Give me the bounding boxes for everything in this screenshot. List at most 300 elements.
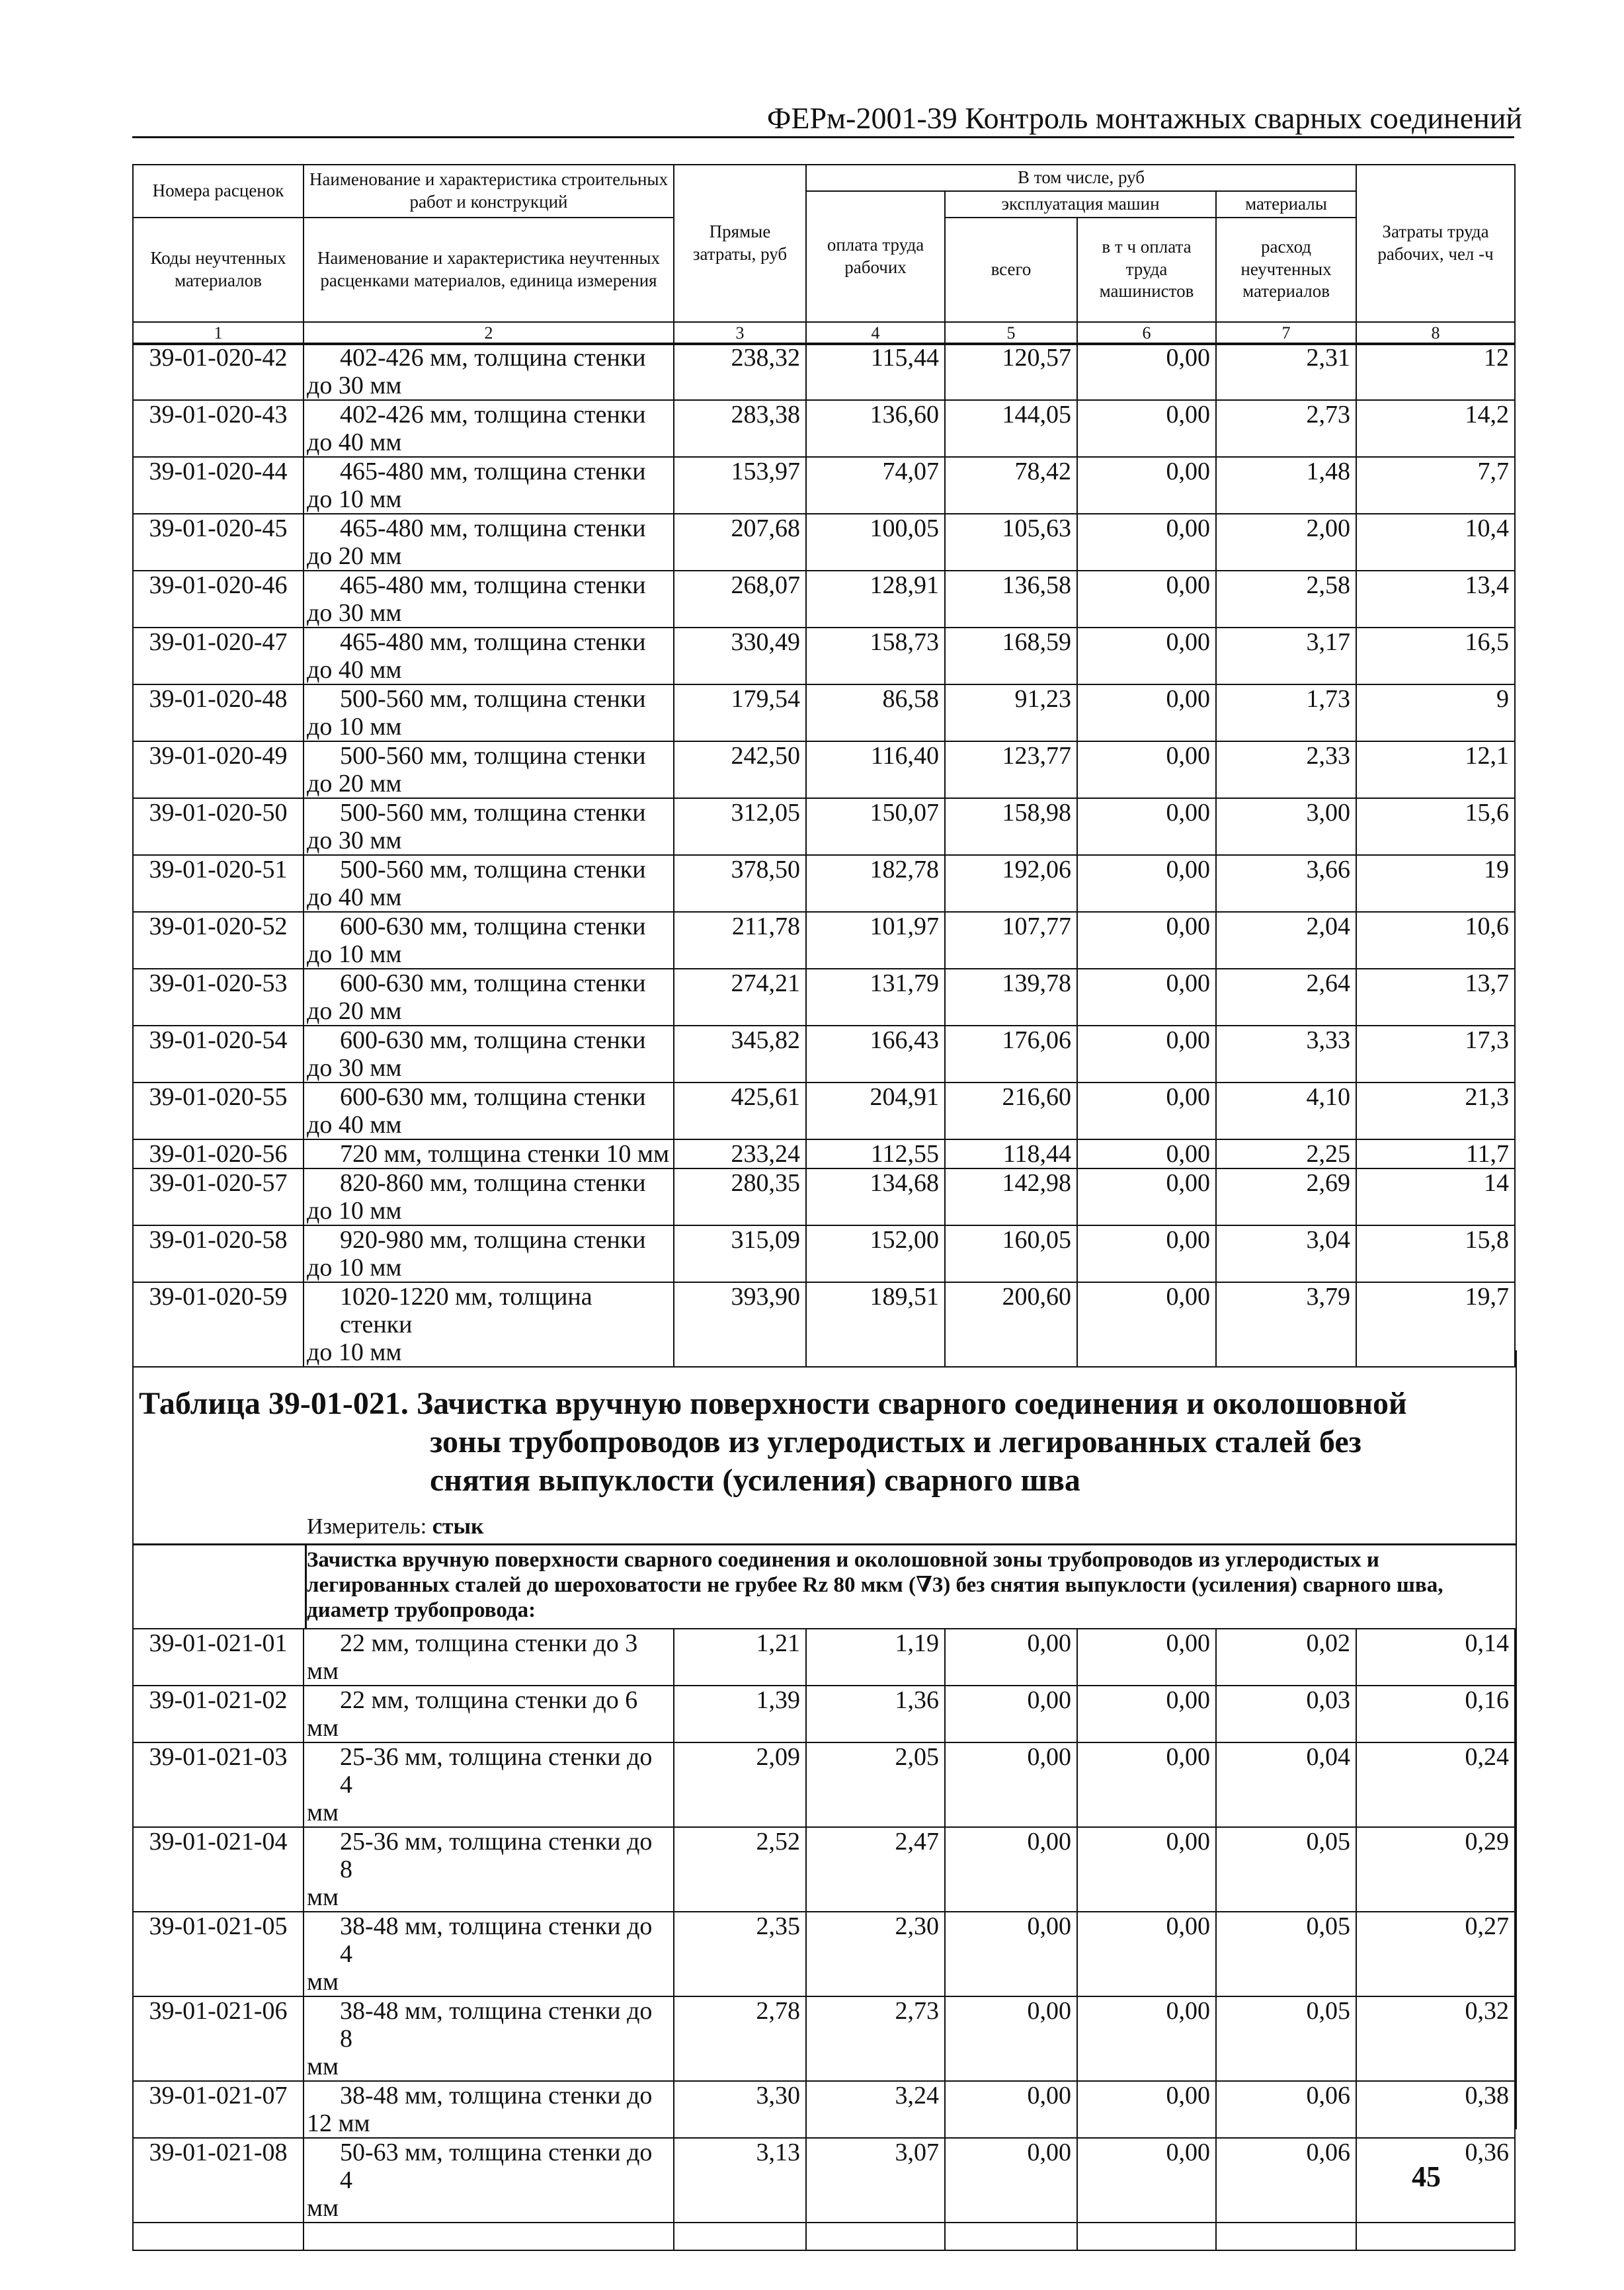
work-description [304,912,674,969]
work-description [304,1225,674,1282]
value-cell-c7: 0,02 [1216,1629,1356,1686]
rate-code: 39-01-021-06 [133,1996,304,2081]
value-cell-c7: 2,00 [1216,514,1356,571]
table-row [133,2138,1515,2223]
work-description-line: 22 мм, толщина стенки до 6 [340,1686,638,1714]
rate-code: 39-01-020-57 [133,1168,304,1225]
work-description-line: мм [307,1657,339,1685]
rate-code: 39-01-021-03 [133,1742,304,1827]
work-description-line: до 10 мм [307,1254,402,1282]
work-description-line: 22 мм, толщина стенки до 3 [340,1629,638,1657]
value-cell-c8: 9 [1356,684,1515,741]
value-cell-c5: 168,59 [945,628,1077,684]
work-description-line: 38-48 мм, толщина стенки до 8 [340,1997,653,2053]
value-cell-c8: 0,29 [1356,1827,1515,1912]
work-description-line: 465-480 мм, толщина стенки [340,514,646,542]
col-header-machinist-wages: в т ч оплата труда машинистов [1077,218,1216,322]
value-cell-c7: 3,33 [1216,1026,1356,1083]
value-cell-c4: 128,91 [806,571,945,628]
col-number: 6 [1077,322,1216,345]
work-description-line: 465-480 мм, толщина стенки [340,571,646,599]
table-row-empty [133,2223,1515,2250]
value-cell-c6: 0,00 [1077,912,1216,969]
value-cell-c7: 3,17 [1216,628,1356,684]
rate-code: 39-01-020-54 [133,1026,304,1083]
table-title-line: Таблица 39-01-021. Зачистка вручную поверхности сварного соединения и околошовной [139,1386,1407,1421]
value-cell-c3: 345,82 [674,1026,806,1083]
empty-cell [674,2223,806,2250]
work-description-line: до 10 мм [307,1338,402,1366]
value-cell-c7: 2,58 [1216,571,1356,628]
table-row [133,343,1515,400]
work-description [304,1139,674,1168]
table-row [133,628,1515,684]
value-cell-c5: 136,58 [945,571,1077,628]
value-cell-c5: 0,00 [945,2081,1077,2138]
value-cell-c4: 74,07 [806,457,945,514]
value-cell-c7: 2,73 [1216,400,1356,457]
rate-code: 39-01-020-48 [133,684,304,741]
col-header-rate-number: Номера расценок [133,165,304,218]
value-cell-c7: 0,05 [1216,1912,1356,1996]
table-row [133,1168,1515,1225]
value-cell-c5: 91,23 [945,684,1077,741]
value-cell-c5: 0,00 [945,1996,1077,2081]
value-cell-c3: 425,61 [674,1083,806,1139]
work-description-line: 25-36 мм, толщина стенки до 4 [340,1743,653,1799]
col-header-direct-costs: Прямые затраты, руб [674,165,806,322]
value-cell-c5: 0,00 [945,2138,1077,2223]
value-cell-c3: 233,24 [674,1139,806,1168]
value-cell-c7: 0,06 [1216,2081,1356,2138]
work-description [304,741,674,798]
work-description-line: 50-63 мм, толщина стенки до 4 [340,2139,653,2194]
value-cell-c5: 200,60 [945,1282,1077,1367]
value-cell-c5: 105,63 [945,514,1077,571]
work-description [304,514,674,571]
work-description-line: до 40 мм [307,1111,402,1139]
table-row [133,684,1515,741]
work-description-line: 465-480 мм, толщина стенки [340,458,646,485]
value-cell-c8: 0,14 [1356,1629,1515,1686]
table-row [133,1083,1515,1139]
work-description-line: 402-426 мм, толщина стенки [340,344,646,372]
value-cell-c4: 158,73 [806,628,945,684]
rate-code: 39-01-020-45 [133,514,304,571]
work-description-line: до 30 мм [307,1054,402,1082]
value-cell-c8: 10,6 [1356,912,1515,969]
work-description-line: 600-630 мм, толщина стенки [340,1026,646,1054]
value-cell-c4: 152,00 [806,1225,945,1282]
value-cell-c4: 2,73 [806,1996,945,2081]
col-header-machines: эксплуатация машин [945,191,1216,218]
value-cell-c5: 192,06 [945,855,1077,912]
value-cell-c7: 2,33 [1216,741,1356,798]
value-cell-c3: 3,30 [674,2081,806,2138]
col-header-material-names: Наименование и характеристика неучтенных расценками материалов, единица измерения [304,218,674,322]
value-cell-c6: 0,00 [1077,1686,1216,1742]
col-number: 4 [806,322,945,345]
value-cell-c8: 0,16 [1356,1686,1515,1742]
value-cell-c6: 0,00 [1077,684,1216,741]
value-cell-c6: 0,00 [1077,1742,1216,1827]
rate-code: 39-01-021-08 [133,2138,304,2223]
value-cell-c3: 378,50 [674,855,806,912]
value-cell-c6: 0,00 [1077,1282,1216,1367]
value-cell-c3: 2,09 [674,1742,806,1827]
value-cell-c6: 0,00 [1077,2081,1216,2138]
value-cell-c4: 2,30 [806,1912,945,1996]
table-title-line: зоны трубопроводов из углеродистых и легированных сталей без [430,1424,1361,1459]
value-cell-c5: 0,00 [945,1912,1077,1996]
value-cell-c5: 142,98 [945,1168,1077,1225]
value-cell-c3: 1,39 [674,1686,806,1742]
work-description-line: 500-560 мм, толщина стенки [340,856,646,883]
value-cell-c8: 14,2 [1356,400,1515,457]
work-description [304,2138,674,2223]
value-cell-c5: 160,05 [945,1225,1077,1282]
work-description-line: мм [307,1714,339,1742]
col-number: 7 [1216,322,1356,345]
work-description-line: до 20 мм [307,542,402,570]
value-cell-c4: 182,78 [806,855,945,912]
value-cell-c3: 2,78 [674,1996,806,2081]
value-cell-c7: 0,05 [1216,1996,1356,2081]
work-description [304,1827,674,1912]
rate-code: 39-01-021-05 [133,1912,304,1996]
col-header-including: В том числе, руб [806,165,1356,191]
work-description-line: 720 мм, толщина стенки 10 мм [340,1140,670,1168]
table-row [133,1912,1515,1996]
work-description [304,343,674,400]
rate-code: 39-01-020-56 [133,1139,304,1168]
table-head [132,164,1516,345]
rate-code: 39-01-020-55 [133,1083,304,1139]
rate-code: 39-01-020-53 [133,969,304,1026]
work-description-line: 12 мм [307,2109,370,2137]
value-cell-c6: 0,00 [1077,1139,1216,1168]
work-description-line: 38-48 мм, толщина стенки до [340,2082,653,2109]
value-cell-c7: 2,31 [1216,343,1356,400]
table-row [133,1996,1515,2081]
value-cell-c3: 242,50 [674,741,806,798]
work-description [304,855,674,912]
work-description [304,1026,674,1083]
value-cell-c8: 0,27 [1356,1912,1515,1996]
value-cell-c8: 0,36 [1356,2138,1515,2223]
rate-code: 39-01-020-43 [133,400,304,457]
value-cell-c4: 3,07 [806,2138,945,2223]
col-header-material-codes: Коды неучтенных материалов [133,218,304,322]
value-cell-c3: 153,97 [674,457,806,514]
rate-code: 39-01-021-07 [133,2081,304,2138]
work-description-line: до 20 мм [307,997,402,1025]
value-cell-c4: 100,05 [806,514,945,571]
table-title-line: снятия выпуклости (усиления) сварного шва [430,1463,1080,1498]
col-header-machines-total: всего [945,218,1077,322]
work-description-line: 38-48 мм, толщина стенки до 4 [340,1912,653,1968]
value-cell-c5: 0,00 [945,1742,1077,1827]
value-cell-c5: 118,44 [945,1139,1077,1168]
table-row [133,457,1515,514]
value-cell-c3: 211,78 [674,912,806,969]
empty-cell [133,2223,304,2250]
value-cell-c4: 204,91 [806,1083,945,1139]
rate-code: 39-01-020-51 [133,855,304,912]
value-cell-c8: 19,7 [1356,1282,1515,1367]
table-row [133,514,1515,571]
work-description-line: 500-560 мм, толщина стенки [340,685,646,713]
value-cell-c3: 312,05 [674,798,806,855]
work-description-line: мм [307,2053,339,2080]
value-cell-c7: 4,10 [1216,1083,1356,1139]
table-row [133,741,1515,798]
value-cell-c7: 2,64 [1216,969,1356,1026]
value-cell-c3: 393,90 [674,1282,806,1367]
value-cell-c5: 123,77 [945,741,1077,798]
rate-code: 39-01-020-42 [133,343,304,400]
rate-code: 39-01-021-04 [133,1827,304,1912]
value-cell-c3: 238,32 [674,343,806,400]
col-header-material-consumption: расход неучтенных материалов [1216,218,1356,322]
work-description-line: 25-36 мм, толщина стенки до 8 [340,1828,653,1883]
work-description-line: 820-860 мм, толщина стенки [340,1169,646,1197]
col-header-materials: материалы [1216,191,1356,218]
value-cell-c7: 0,04 [1216,1742,1356,1827]
measure-value: стык [432,1514,484,1539]
col-number: 5 [945,322,1077,345]
value-cell-c7: 3,79 [1216,1282,1356,1367]
table-row [133,571,1515,628]
value-cell-c5: 0,00 [945,1827,1077,1912]
value-cell-c4: 2,47 [806,1827,945,1912]
table-row [133,1225,1515,1282]
empty-cell [304,2223,674,2250]
value-cell-c3: 3,13 [674,2138,806,2223]
value-cell-c3: 274,21 [674,969,806,1026]
work-description-line: 600-630 мм, толщина стенки [340,913,646,940]
work-description-line: до 40 мм [307,656,402,684]
value-cell-c5: 0,00 [945,1686,1077,1742]
value-cell-c8: 0,24 [1356,1742,1515,1827]
value-cell-c8: 21,3 [1356,1083,1515,1139]
work-description [304,628,674,684]
value-cell-c7: 0,05 [1216,1827,1356,1912]
value-cell-c6: 0,00 [1077,1168,1216,1225]
value-cell-c8: 11,7 [1356,1139,1515,1168]
work-description [304,798,674,855]
value-cell-c3: 1,21 [674,1629,806,1686]
header-rule [132,136,1514,138]
work-description [304,571,674,628]
value-cell-c8: 17,3 [1356,1026,1515,1083]
work-description-line: до 40 мм [307,429,402,456]
value-cell-c7: 2,04 [1216,912,1356,969]
value-cell-c7: 1,48 [1216,457,1356,514]
value-cell-c3: 315,09 [674,1225,806,1282]
work-description-line: до 30 мм [307,372,402,399]
value-cell-c5: 139,78 [945,969,1077,1026]
rate-code: 39-01-020-47 [133,628,304,684]
value-cell-c7: 0,06 [1216,2138,1356,2223]
value-cell-c6: 0,00 [1077,1083,1216,1139]
table-row [133,1827,1515,1912]
rate-code: 39-01-020-44 [133,457,304,514]
value-cell-c3: 179,54 [674,684,806,741]
value-cell-c5: 158,98 [945,798,1077,855]
empty-cell [1077,2223,1216,2250]
value-cell-c8: 14 [1356,1168,1515,1225]
work-description [304,1083,674,1139]
work-description-line: до 10 мм [307,1197,402,1225]
measure-unit [307,1514,484,1539]
empty-cell [1216,2223,1356,2250]
value-cell-c7: 1,73 [1216,684,1356,741]
value-cell-c6: 0,00 [1077,1225,1216,1282]
table-row [133,2081,1515,2138]
empty-cell [1356,2223,1515,2250]
value-cell-c6: 0,00 [1077,969,1216,1026]
work-description-line: 500-560 мм, толщина стенки [340,799,646,827]
work-description [304,1742,674,1827]
value-cell-c8: 12,1 [1356,741,1515,798]
value-cell-c8: 16,5 [1356,628,1515,684]
value-cell-c4: 150,07 [806,798,945,855]
value-cell-c8: 10,4 [1356,514,1515,571]
rates-table-021 [132,1628,1516,2251]
value-cell-c4: 189,51 [806,1282,945,1367]
work-description-line: до 10 мм [307,713,402,741]
value-cell-c4: 3,24 [806,2081,945,2138]
rate-code: 39-01-020-50 [133,798,304,855]
value-cell-c6: 0,00 [1077,514,1216,571]
value-cell-c3: 283,38 [674,400,806,457]
value-cell-c7: 0,03 [1216,1686,1356,1742]
value-cell-c4: 131,79 [806,969,945,1026]
value-cell-c3: 2,52 [674,1827,806,1912]
empty-cell [806,2223,945,2250]
value-cell-c4: 86,58 [806,684,945,741]
rate-code: 39-01-021-02 [133,1686,304,1742]
value-cell-c5: 120,57 [945,343,1077,400]
work-description [304,457,674,514]
value-cell-c3: 280,35 [674,1168,806,1225]
rate-code: 39-01-020-49 [133,741,304,798]
value-cell-c4: 1,36 [806,1686,945,1742]
work-description-line: мм [307,1799,339,1826]
value-cell-c3: 330,49 [674,628,806,684]
value-cell-c5: 0,00 [945,1629,1077,1686]
value-cell-c7: 3,00 [1216,798,1356,855]
work-description-line: 600-630 мм, толщина стенки [340,1083,646,1111]
rate-code: 39-01-020-52 [133,912,304,969]
table-row [133,855,1515,912]
value-cell-c6: 0,00 [1077,741,1216,798]
work-description [304,969,674,1026]
rate-code: 39-01-020-58 [133,1225,304,1282]
value-cell-c6: 0,00 [1077,1026,1216,1083]
col-number: 1 [133,322,304,345]
value-cell-c5: 78,42 [945,457,1077,514]
work-description-line: до 30 мм [307,827,402,854]
work-description-line: мм [307,2194,339,2222]
work-description [304,400,674,457]
value-cell-c8: 15,8 [1356,1225,1515,1282]
col-number: 8 [1356,322,1515,345]
value-cell-c8: 12 [1356,343,1515,400]
work-description-line: 500-560 мм, толщина стенки [340,742,646,770]
value-cell-c6: 0,00 [1077,400,1216,457]
rate-code: 39-01-020-46 [133,571,304,628]
work-description [304,1168,674,1225]
value-cell-c4: 112,55 [806,1139,945,1168]
empty-cell [945,2223,1077,2250]
value-cell-c4: 166,43 [806,1026,945,1083]
value-cell-c8: 0,38 [1356,2081,1515,2138]
value-cell-c8: 13,7 [1356,969,1515,1026]
table-row [133,969,1515,1026]
value-cell-c3: 2,35 [674,1912,806,1996]
work-description-line: 920-980 мм, толщина стенки [340,1226,646,1254]
table-row [133,1686,1515,1742]
value-cell-c6: 0,00 [1077,798,1216,855]
work-description-line: до 20 мм [307,770,402,797]
col-header-worker-wages: оплата труда рабочих [806,191,945,322]
value-cell-c3: 207,68 [674,514,806,571]
rates-table-020 [132,343,1516,1368]
work-description-line: до 10 мм [307,940,402,968]
value-cell-c7: 2,69 [1216,1168,1356,1225]
work-description [304,2081,674,2138]
work-description-line: 1020-1220 мм, толщина стенки [340,1283,592,1338]
value-cell-c6: 0,00 [1077,571,1216,628]
value-cell-c6: 0,00 [1077,628,1216,684]
rate-code: 39-01-020-59 [133,1282,304,1367]
value-cell-c6: 0,00 [1077,343,1216,400]
value-cell-c8: 15,6 [1356,798,1515,855]
table-row [133,1629,1515,1686]
value-cell-c6: 0,00 [1077,1827,1216,1912]
table-row [133,912,1515,969]
value-cell-c4: 134,68 [806,1168,945,1225]
value-cell-c4: 2,05 [806,1742,945,1827]
work-description [304,684,674,741]
work-description [304,1629,674,1686]
work-description-line: 465-480 мм, толщина стенки [340,628,646,656]
divider [134,1543,1516,1545]
value-cell-c4: 136,60 [806,400,945,457]
value-cell-c6: 0,00 [1077,2138,1216,2223]
running-header: ФЕРм-2001-39 Контроль монтажных сварных соединений [767,101,1523,135]
value-cell-c7: 2,25 [1216,1139,1356,1168]
value-cell-c8: 13,4 [1356,571,1515,628]
group-description: Зачистка вручную поверхности сварного соединения и околошовной зоны трубопроводов из углеродистых и легированных сталей до шероховатости не грубее Rz 80 мкм (∇3) без снятия выпуклости (усиления) сварного шва, диаметр трубопровода: [307,1548,1443,1622]
col-number: 3 [674,322,806,345]
value-cell-c6: 0,00 [1077,457,1216,514]
work-description-line: мм [307,1968,339,1996]
value-cell-c3: 268,07 [674,571,806,628]
value-cell-c8: 19 [1356,855,1515,912]
value-cell-c5: 107,77 [945,912,1077,969]
work-description-line: до 10 мм [307,485,402,513]
table-row [133,798,1515,855]
value-cell-c7: 3,66 [1216,855,1356,912]
work-description-line: 402-426 мм, толщина стенки [340,401,646,429]
col-header-labor-costs: Затраты труда рабочих, чел -ч [1356,165,1515,322]
value-cell-c8: 0,32 [1356,1996,1515,2081]
value-cell-c5: 144,05 [945,400,1077,457]
measure-label: Измеритель: [307,1514,427,1539]
